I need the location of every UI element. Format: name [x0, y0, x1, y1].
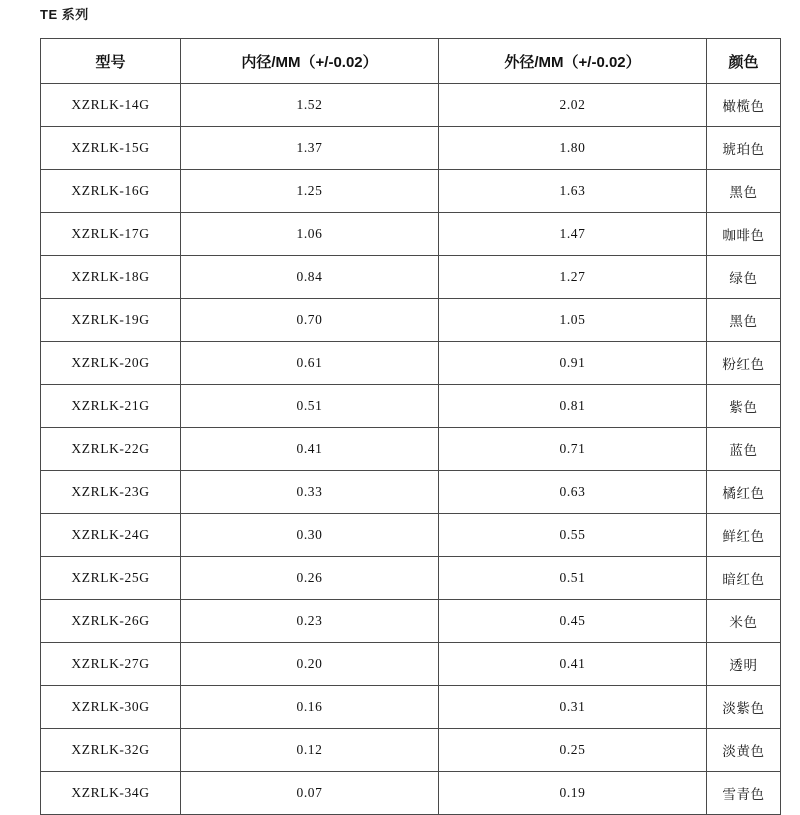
- column-header-inner-diameter: 内径/MM（+/-0.02）: [181, 39, 439, 84]
- table-row: [41, 600, 781, 643]
- cell-model: XZRLK-16G: [41, 170, 181, 213]
- cell-outer-diameter: 0.91: [439, 342, 707, 385]
- cell-model: XZRLK-18G: [41, 256, 181, 299]
- cell-outer-diameter: 0.31: [439, 686, 707, 729]
- table-row: [41, 170, 781, 213]
- cell-model: XZRLK-19G: [41, 299, 181, 342]
- table-row: [41, 342, 781, 385]
- spec-table-container: [40, 38, 780, 815]
- table-row: [41, 643, 781, 686]
- cell-inner-diameter: 0.84: [181, 256, 439, 299]
- table-row: [41, 213, 781, 256]
- cell-color: 粉红色: [707, 342, 781, 385]
- cell-outer-diameter: 0.51: [439, 557, 707, 600]
- cell-model: XZRLK-24G: [41, 514, 181, 557]
- column-header-model: 型号: [41, 39, 181, 84]
- cell-inner-diameter: 1.52: [181, 84, 439, 127]
- cell-color: 橘红色: [707, 471, 781, 514]
- cell-outer-diameter: 1.80: [439, 127, 707, 170]
- table-row: [41, 299, 781, 342]
- cell-model: XZRLK-17G: [41, 213, 181, 256]
- spec-table: [40, 38, 781, 815]
- cell-model: XZRLK-21G: [41, 385, 181, 428]
- column-header-outer-diameter: 外径/MM（+/-0.02）: [439, 39, 707, 84]
- cell-color: 琥珀色: [707, 127, 781, 170]
- cell-color: 蓝色: [707, 428, 781, 471]
- table-row: [41, 256, 781, 299]
- cell-outer-diameter: 1.47: [439, 213, 707, 256]
- cell-model: XZRLK-20G: [41, 342, 181, 385]
- table-row: [41, 385, 781, 428]
- cell-model: XZRLK-30G: [41, 686, 181, 729]
- page-title: TE 系列: [40, 7, 89, 22]
- cell-outer-diameter: 2.02: [439, 84, 707, 127]
- cell-color: 黑色: [707, 170, 781, 213]
- cell-outer-diameter: 0.25: [439, 729, 707, 772]
- cell-inner-diameter: 0.61: [181, 342, 439, 385]
- cell-outer-diameter: 1.63: [439, 170, 707, 213]
- table-row: [41, 772, 781, 815]
- cell-outer-diameter: 0.45: [439, 600, 707, 643]
- cell-inner-diameter: 1.25: [181, 170, 439, 213]
- cell-color: 淡黄色: [707, 729, 781, 772]
- table-header: [41, 39, 781, 84]
- cell-model: XZRLK-23G: [41, 471, 181, 514]
- cell-model: XZRLK-22G: [41, 428, 181, 471]
- cell-inner-diameter: 0.16: [181, 686, 439, 729]
- cell-model: XZRLK-32G: [41, 729, 181, 772]
- table-row: [41, 428, 781, 471]
- table-row: [41, 729, 781, 772]
- cell-inner-diameter: 0.23: [181, 600, 439, 643]
- cell-color: 咖啡色: [707, 213, 781, 256]
- cell-color: 暗红色: [707, 557, 781, 600]
- cell-model: XZRLK-14G: [41, 84, 181, 127]
- cell-color: 绿色: [707, 256, 781, 299]
- cell-model: XZRLK-26G: [41, 600, 181, 643]
- cell-color: 雪青色: [707, 772, 781, 815]
- cell-model: XZRLK-15G: [41, 127, 181, 170]
- column-header-color: 颜色: [707, 39, 781, 84]
- table-row: [41, 127, 781, 170]
- cell-outer-diameter: 1.05: [439, 299, 707, 342]
- cell-inner-diameter: 0.12: [181, 729, 439, 772]
- cell-color: 淡紫色: [707, 686, 781, 729]
- table-row: [41, 686, 781, 729]
- cell-outer-diameter: 0.55: [439, 514, 707, 557]
- cell-outer-diameter: 0.41: [439, 643, 707, 686]
- cell-outer-diameter: 1.27: [439, 256, 707, 299]
- cell-inner-diameter: 0.26: [181, 557, 439, 600]
- cell-inner-diameter: 0.07: [181, 772, 439, 815]
- cell-model: XZRLK-25G: [41, 557, 181, 600]
- cell-inner-diameter: 0.70: [181, 299, 439, 342]
- cell-inner-diameter: 0.41: [181, 428, 439, 471]
- cell-inner-diameter: 1.06: [181, 213, 439, 256]
- cell-inner-diameter: 1.37: [181, 127, 439, 170]
- cell-outer-diameter: 0.63: [439, 471, 707, 514]
- cell-model: XZRLK-27G: [41, 643, 181, 686]
- table-header-row: [41, 39, 781, 84]
- cell-outer-diameter: 0.19: [439, 772, 707, 815]
- table-row: [41, 514, 781, 557]
- cell-model: XZRLK-34G: [41, 772, 181, 815]
- cell-inner-diameter: 0.51: [181, 385, 439, 428]
- cell-inner-diameter: 0.30: [181, 514, 439, 557]
- cell-inner-diameter: 0.20: [181, 643, 439, 686]
- cell-inner-diameter: 0.33: [181, 471, 439, 514]
- cell-color: 透明: [707, 643, 781, 686]
- table-row: [41, 557, 781, 600]
- table-row: [41, 471, 781, 514]
- cell-color: 黑色: [707, 299, 781, 342]
- cell-outer-diameter: 0.71: [439, 428, 707, 471]
- table-body: [41, 84, 781, 815]
- table-row: [41, 84, 781, 127]
- cell-color: 橄榄色: [707, 84, 781, 127]
- cell-color: 紫色: [707, 385, 781, 428]
- cell-color: 鲜红色: [707, 514, 781, 557]
- cell-color: 米色: [707, 600, 781, 643]
- cell-outer-diameter: 0.81: [439, 385, 707, 428]
